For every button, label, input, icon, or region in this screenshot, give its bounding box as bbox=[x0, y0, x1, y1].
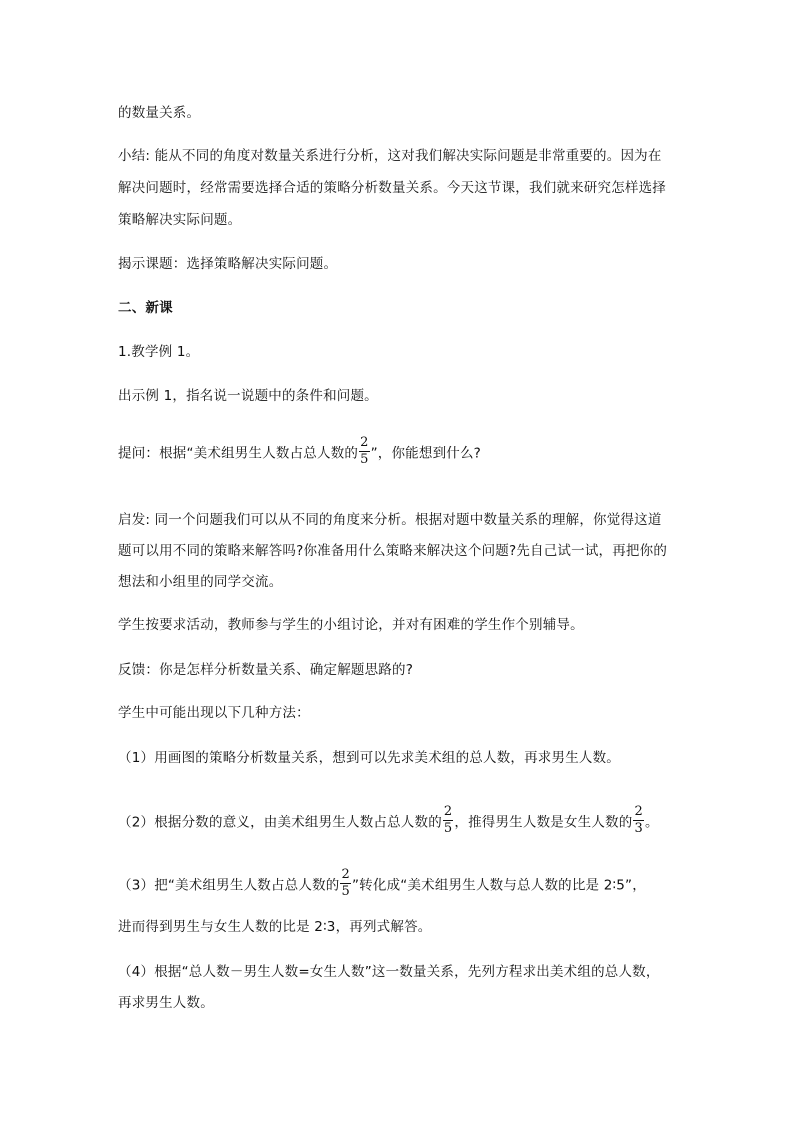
fraction-numerator: 2 bbox=[443, 804, 453, 819]
feedback-line: 反馈：你是怎样分析数量关系、确定解题思路的? bbox=[118, 662, 414, 678]
fraction-denominator: 3 bbox=[634, 821, 643, 836]
fraction bbox=[359, 436, 369, 467]
fraction-numerator: 2 bbox=[341, 867, 350, 882]
method-2-text-start: （2）根据分数的意义，由美术组男生人数占总人数的 bbox=[118, 814, 442, 831]
method-1-line: （1）用画图的策略分析数量关系，想到可以先求美术组的总人数，再求男生人数。 bbox=[118, 750, 620, 766]
inspire-line-2: 题可以用不同的策略来解答吗?你准备用什么策略来解决这个问题?先自己试一试，再把你的 bbox=[118, 543, 668, 559]
fraction bbox=[633, 805, 643, 836]
method-4-line-1: （4）根据“总人数－男生人数=女生人数”这一数量关系，先列方程求出美术组的总人数， bbox=[118, 964, 660, 980]
fraction bbox=[443, 805, 453, 836]
question-text-start: 提问：根据“美术组男生人数占总人数的 bbox=[118, 445, 359, 462]
method-3-text-start: （3）把“美术组男生人数占总人数的 bbox=[118, 877, 340, 894]
question-text-end: ”，你能想到什么? bbox=[370, 445, 482, 462]
method-2-line bbox=[118, 804, 659, 838]
summary-line-1: 小结: 能从不同的角度对数量关系进行分析，这对我们解决实际问题是非常重要的。因为在 bbox=[118, 148, 662, 164]
method-2-text-end: 。 bbox=[644, 814, 659, 831]
fraction-denominator: 5 bbox=[443, 821, 453, 836]
example-heading: 1.教学例 1。 bbox=[118, 344, 200, 360]
fraction bbox=[340, 868, 350, 899]
method-4-line-2: 再求男生人数。 bbox=[118, 995, 214, 1011]
method-3-text-end: ”转化成“美术组男生人数与总人数的比是 2∶5”， bbox=[351, 877, 646, 894]
fraction-numerator: 2 bbox=[634, 804, 643, 819]
paragraph-line: 的数量关系。 bbox=[118, 105, 201, 121]
inspire-line-1: 启发: 同一个问题我们可以从不同的角度来分析。根据对题中数量关系的理解，你觉得这道 bbox=[118, 512, 662, 528]
fraction-numerator: 2 bbox=[360, 435, 369, 450]
activity-line: 学生按要求活动，教师参与学生的小组讨论，并对有困难的学生作个别辅导。 bbox=[118, 617, 584, 633]
summary-line-3: 策略解决实际问题。 bbox=[118, 212, 242, 228]
methods-intro-line: 学生中可能出现以下几种方法： bbox=[118, 705, 310, 721]
question-line bbox=[118, 435, 482, 469]
method-3-line-1 bbox=[118, 867, 646, 901]
section-heading: 二、新课 bbox=[118, 300, 173, 316]
summary-line-2: 解决问题时，经常需要选择合适的策略分析数量关系。今天这节课，我们就来研究怎样选择 bbox=[118, 180, 666, 196]
method-3-line-2: 进而得到男生与女生人数的比是 2∶3，再列式解答。 bbox=[118, 919, 432, 935]
topic-reveal-line: 揭示课题：选择策略解决实际问题。 bbox=[118, 256, 338, 272]
method-2-text-middle: ，推得男生人数是女生人数的 bbox=[454, 814, 633, 831]
show-example-line: 出示例 1，指名说一说题中的条件和问题。 bbox=[118, 388, 378, 404]
inspire-line-3: 想法和小组里的同学交流。 bbox=[118, 574, 283, 590]
fraction-denominator: 5 bbox=[360, 452, 369, 467]
fraction-denominator: 5 bbox=[341, 884, 350, 899]
